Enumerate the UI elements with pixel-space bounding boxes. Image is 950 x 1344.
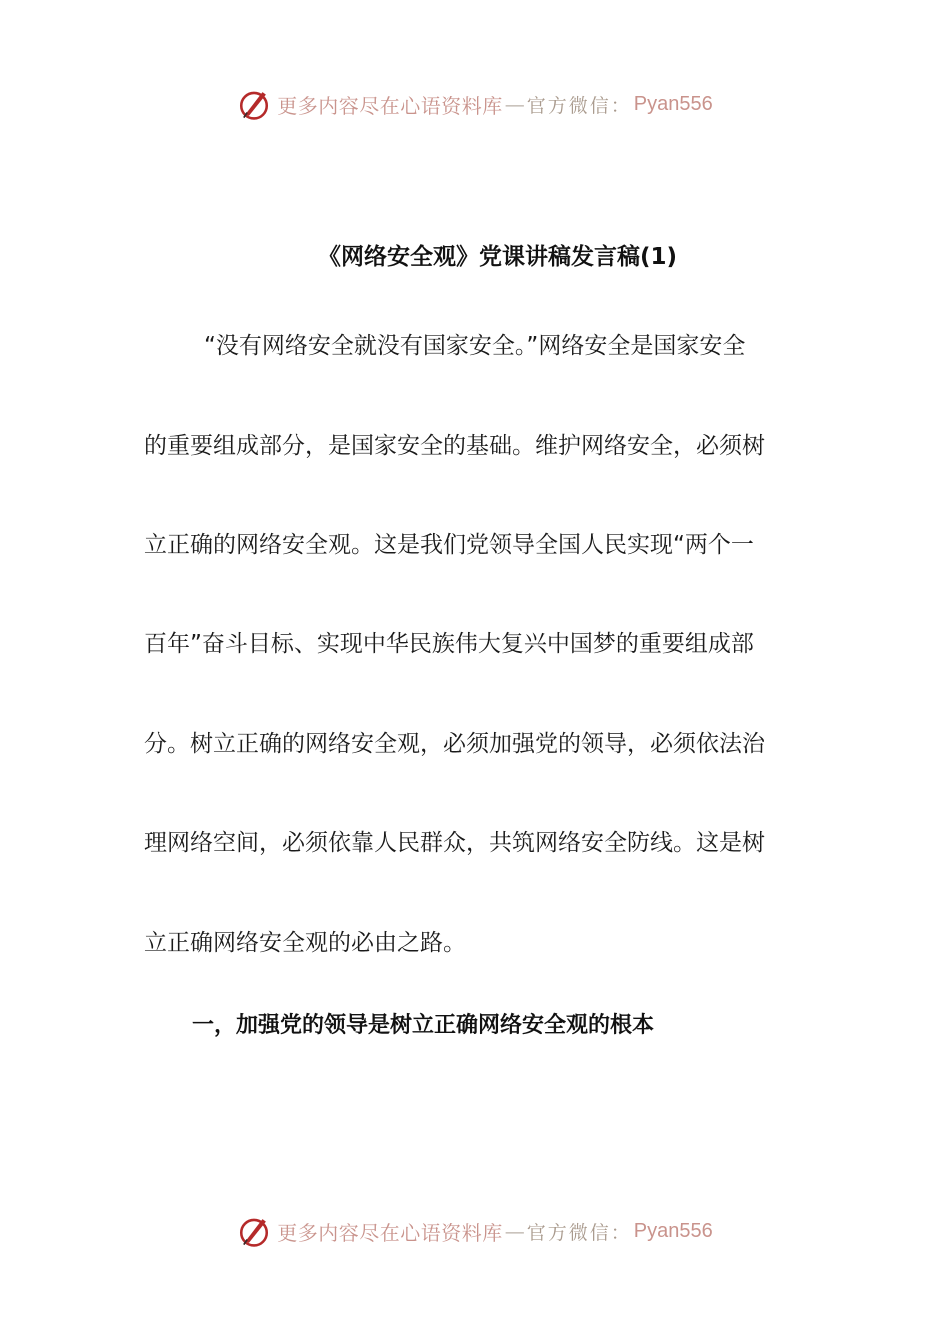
paragraph-line: 立正确网络安全观的必由之路。 xyxy=(144,930,466,956)
footer-banner xyxy=(0,1211,950,1251)
banner-wechat-id: Pyan556 xyxy=(633,92,713,115)
paragraph-line: 理网络空间，必须依靠人民群众，共筑网络安全防线。这是树 xyxy=(144,830,765,856)
paragraph-line: 分。树立正确的网络安全观，必须加强党的领导，必须依法治 xyxy=(144,731,765,757)
document-title: 《网络安全观》党课讲稿发言稿(1) xyxy=(318,244,678,270)
banner-brand: 更多内容尽在心语资料库 xyxy=(277,1220,503,1245)
paragraph-line: 百年”奋斗目标、实现中华民族伟大复兴中国梦的重要组成部 xyxy=(144,631,754,657)
paragraph-line: “没有网络安全就没有国家安全。”网络安全是国家安全 xyxy=(204,333,746,359)
section-heading: 一，加强党的领导是树立正确网络安全观的根本 xyxy=(192,1013,655,1038)
banner-brand: 更多内容尽在心语资料库 xyxy=(277,93,503,118)
banner-separator: — xyxy=(504,1219,525,1243)
banner-separator: — xyxy=(504,92,525,116)
banner-wechat-id: Pyan556 xyxy=(633,1219,713,1242)
paragraph-line: 立正确的网络安全观。这是我们党领导全国人民实现“两个一 xyxy=(144,532,754,558)
banner-label: 官方微信： xyxy=(526,1221,632,1244)
paragraph-line: 的重要组成部分，是国家安全的基础。维护网络安全，必须树 xyxy=(144,433,765,459)
header-banner xyxy=(0,84,950,124)
banner-label: 官方微信： xyxy=(526,94,632,117)
quill-logo-icon xyxy=(237,87,271,121)
quill-logo-icon xyxy=(237,1214,271,1248)
